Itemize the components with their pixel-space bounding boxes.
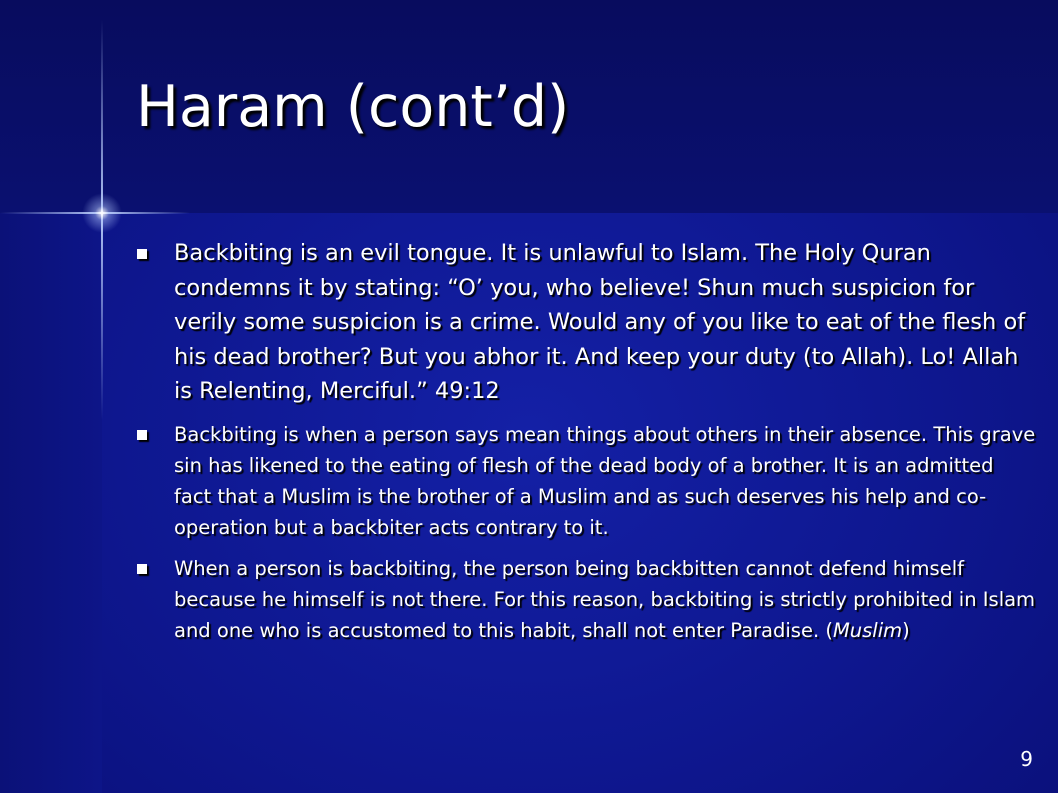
bullet-text: When a person is backbiting, the person being backbitten cannot defend himself because he himself is not there. For this reason, backbiting is strictly prohibited in Islam and one who is accustomed to this habit, shall not enter Paradise. ( <box>174 556 1036 642</box>
square-bullet-icon <box>137 249 147 259</box>
bullet-suffix: ) <box>902 618 910 642</box>
square-bullet-icon <box>137 564 147 574</box>
bullet-list <box>136 236 1036 656</box>
light-flare-glow <box>82 193 122 233</box>
bullet-text-wrapper <box>174 553 1036 646</box>
slide-title: Haram (cont’d) <box>136 74 570 140</box>
bullet-item <box>136 236 1036 409</box>
bullet-item <box>136 419 1036 543</box>
bullet-text: Backbiting is when a person says mean things about others in their absence. This grave sin has likened to the eating of flesh of the dead body of a brother. It is an admitted fact that a Muslim is the brother of a Muslim and as such deserves his help and co-operation but a backbiter acts contrary to it. <box>174 422 1036 539</box>
left-band <box>0 213 102 793</box>
bullet-item <box>136 553 1036 646</box>
bullet-text: Backbiting is an evil tongue. It is unlawful to Islam. The Holy Quran condemns it by stating: “O’ you, who believe! Shun much suspicion for verily some suspicion is a crime. Would any of you like to eat of the flesh of his dead brother? But you abhor it. And keep your duty (to Allah). Lo! Allah is Relenting, Merciful.” 49:12 <box>174 240 1026 404</box>
square-bullet-icon <box>137 430 147 440</box>
page-number: 9 <box>1020 747 1033 771</box>
bullet-source: Muslim <box>832 618 903 642</box>
